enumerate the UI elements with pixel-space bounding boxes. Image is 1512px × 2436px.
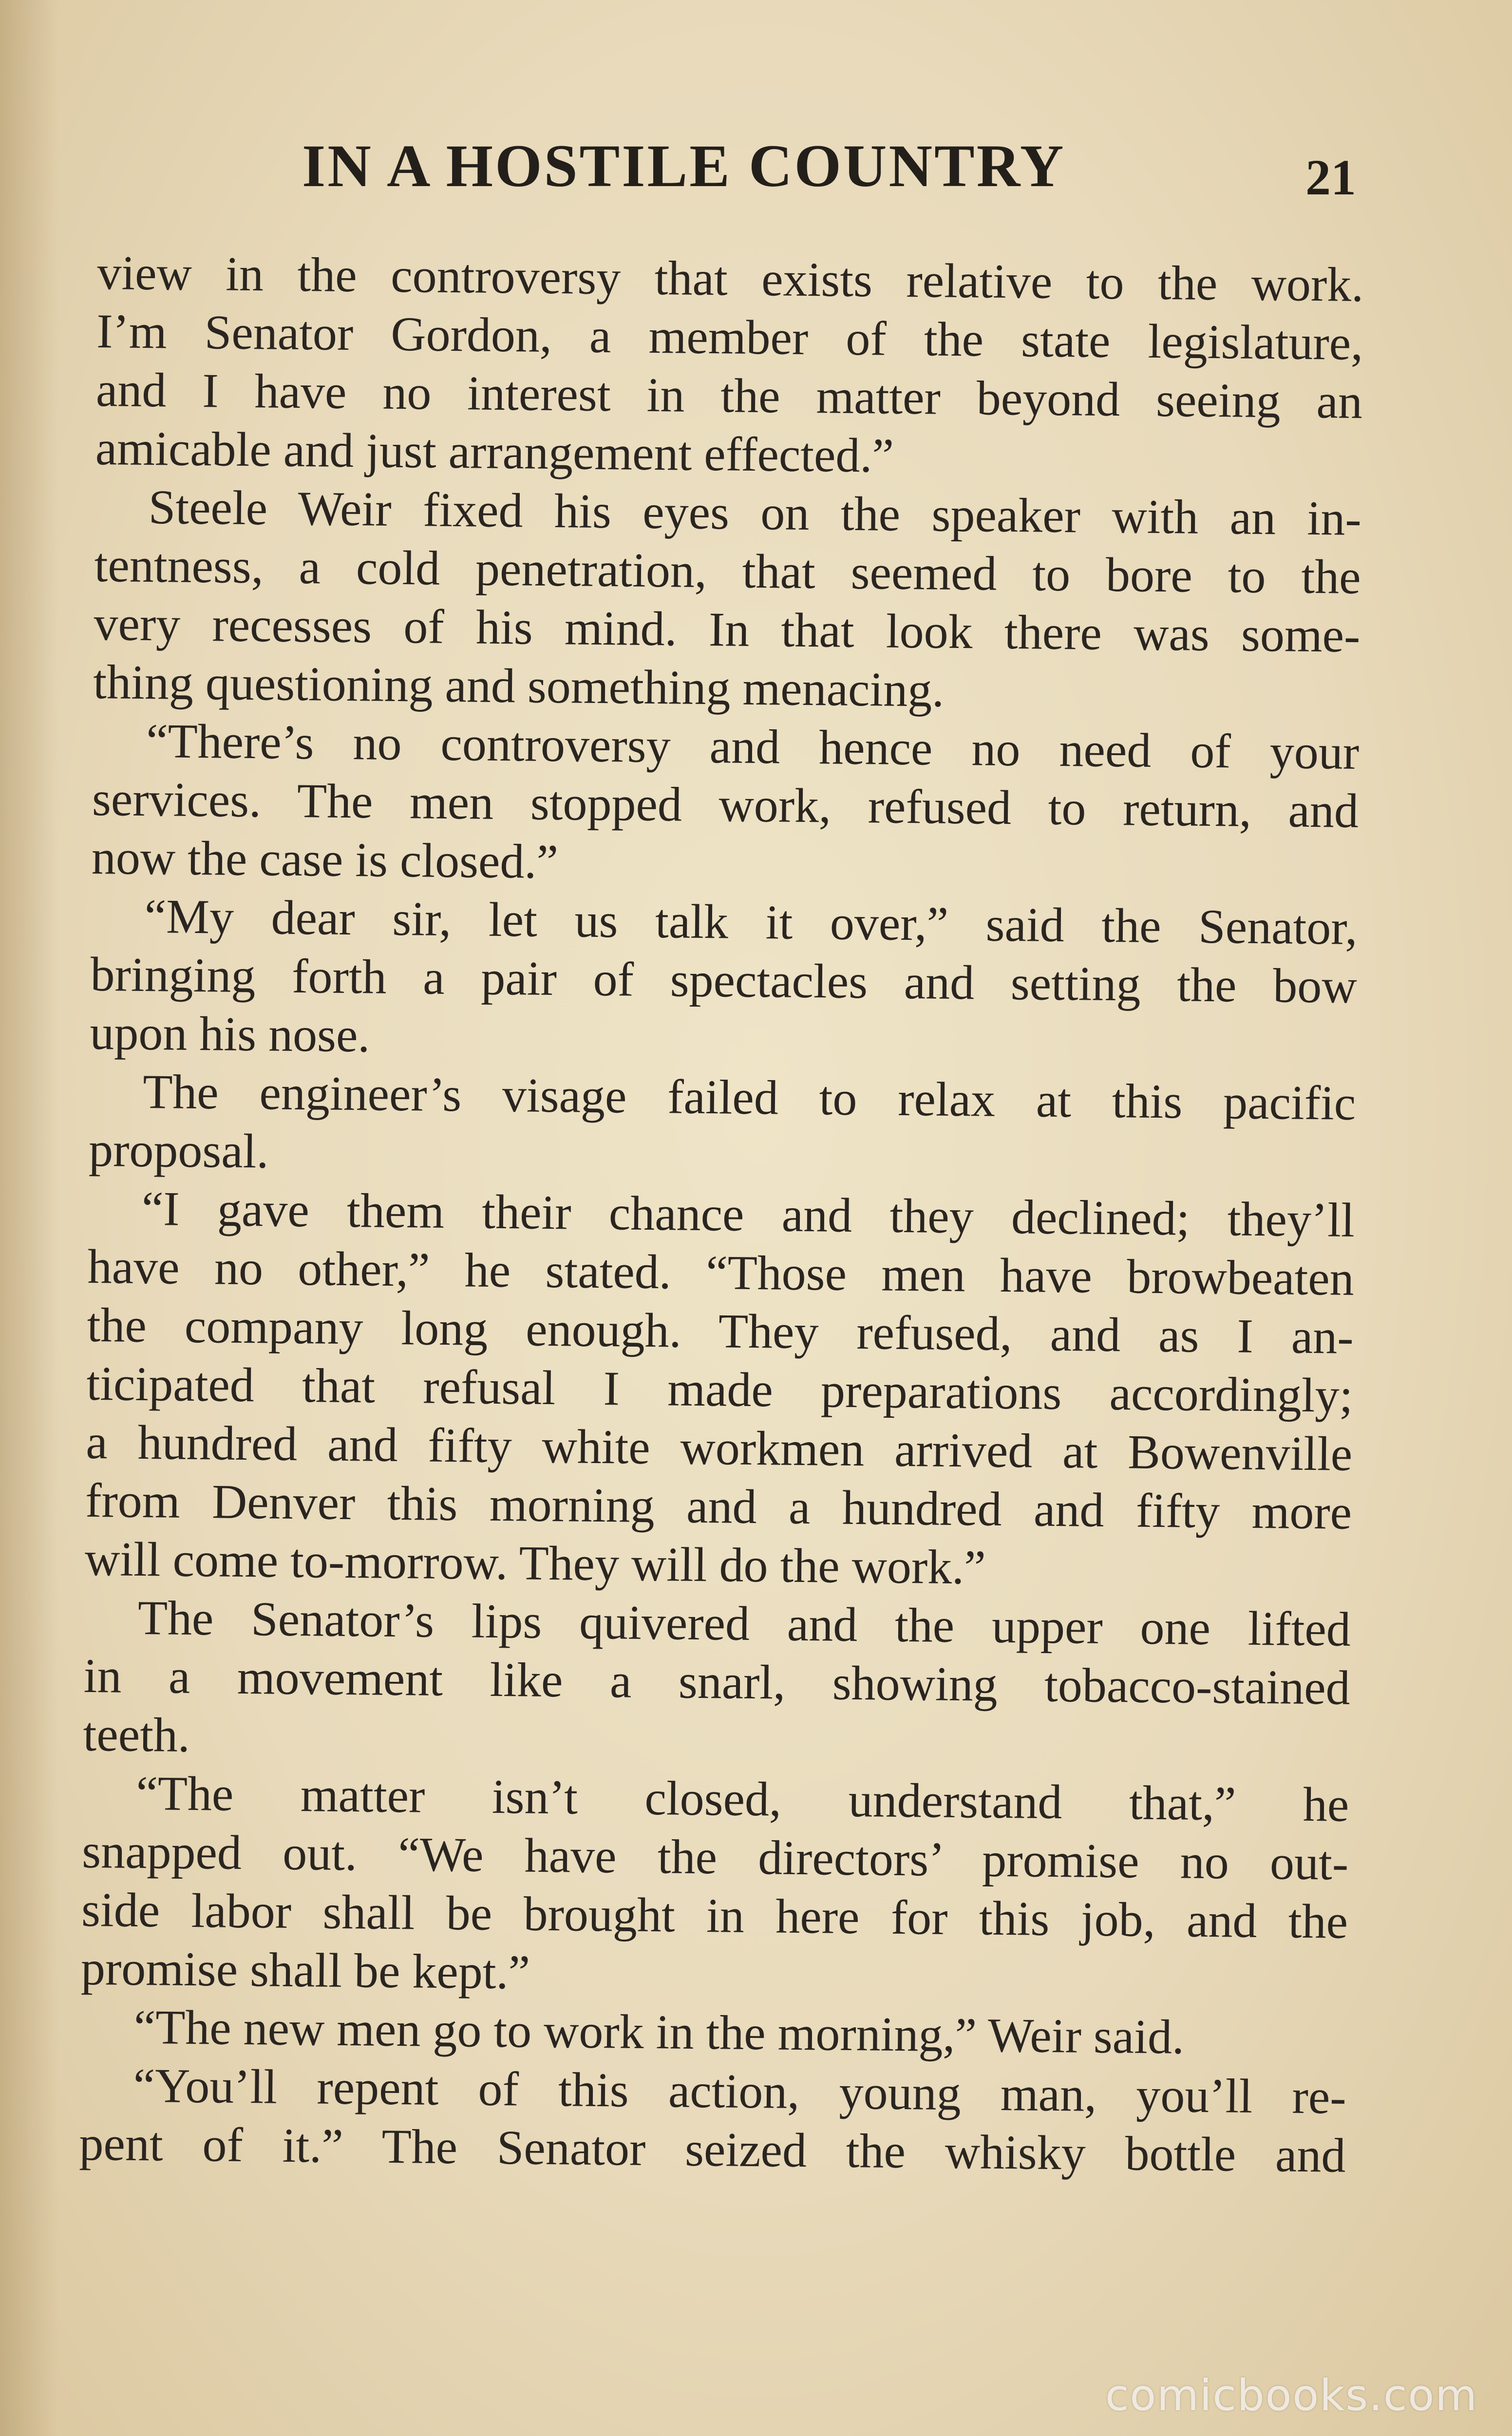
text-line: services. The men stopped work, refused to return, and xyxy=(92,771,1359,838)
text-line: “The matter isn’t closed, understand that,” he xyxy=(135,1766,1349,1832)
body-text xyxy=(79,244,1364,2185)
text-line: “I gave them their chance and they declined; they’ll xyxy=(141,1181,1355,1247)
text-line: Steele Weir fixed his eyes on the speaker with an in- xyxy=(148,480,1362,546)
text-line: I’m Senator Gordon, a member of the state legislature, xyxy=(96,304,1363,370)
text-line: pent of it.” The Senator seized the whisky bottle and xyxy=(79,2116,1346,2183)
text-line: side labor shall be brought in here for this job, and the xyxy=(81,1882,1348,1949)
text-line: teeth. xyxy=(83,1707,190,1762)
text-line: now the case is closed.” xyxy=(91,830,559,889)
text-line: “My dear sir, let us talk it over,” said the Senator, xyxy=(144,889,1358,955)
text-line: in a movement like a snarl, showing tobacco-stained xyxy=(83,1648,1351,1715)
text-line: bringing forth a pair of spectacles and setting the bow xyxy=(90,947,1358,1013)
watermark: comicbooks.com xyxy=(1105,2370,1478,2420)
text-line: The engineer’s visage failed to relax at this pacific xyxy=(142,1064,1356,1130)
page-edge-shadow xyxy=(0,0,58,2436)
text-line: “You’ll repent of this action, young man, you’ll re- xyxy=(133,2058,1347,2124)
text-line: promise shall be kept.” xyxy=(80,1941,530,1999)
text-line: view in the controversy that exists relative to the work. xyxy=(96,245,1364,312)
text-line: from Denver this morning and a hundred and fifty more xyxy=(85,1473,1352,1540)
text-line: “The new men go to work in the morning,” Weir said. xyxy=(133,1999,1185,2064)
text-line: and I have no interest in the matter beyond seeing an xyxy=(95,362,1363,429)
text-line: will come to-morrow. They will do the work.” xyxy=(84,1531,986,1595)
text-line: snapped out. “We have the directors’ promise no out- xyxy=(81,1824,1349,1890)
text-line: a hundred and fifty white workmen arrived at Bowenville xyxy=(85,1414,1353,1481)
running-title: IN A HOSTILE COUNTRY xyxy=(302,133,1066,199)
text-line: “There’s no controversy and hence no need of your xyxy=(146,714,1360,780)
text-line: The Senator’s lips quivered and the upper one lifted xyxy=(137,1590,1351,1656)
text-line: amicable and just arrangement effected.” xyxy=(95,420,894,483)
text-line: very recesses of his mind. In that look there was some- xyxy=(93,596,1361,663)
text-line: upon his nose. xyxy=(89,1005,370,1063)
text-line: the company long enough. They refused, and as I an- xyxy=(87,1297,1354,1364)
text-line: have no other,” he stated. “Those men have browbeaten xyxy=(87,1239,1355,1306)
page-number: 21 xyxy=(1305,150,1356,206)
text-line: proposal. xyxy=(88,1122,269,1179)
text-line: thing questioning and something menacing. xyxy=(93,654,945,717)
text-line: tentness, a cold penetration, that seemed to bore to the xyxy=(94,537,1361,604)
text-line: ticipated that refusal I made preparations accordingly; xyxy=(86,1356,1353,1423)
